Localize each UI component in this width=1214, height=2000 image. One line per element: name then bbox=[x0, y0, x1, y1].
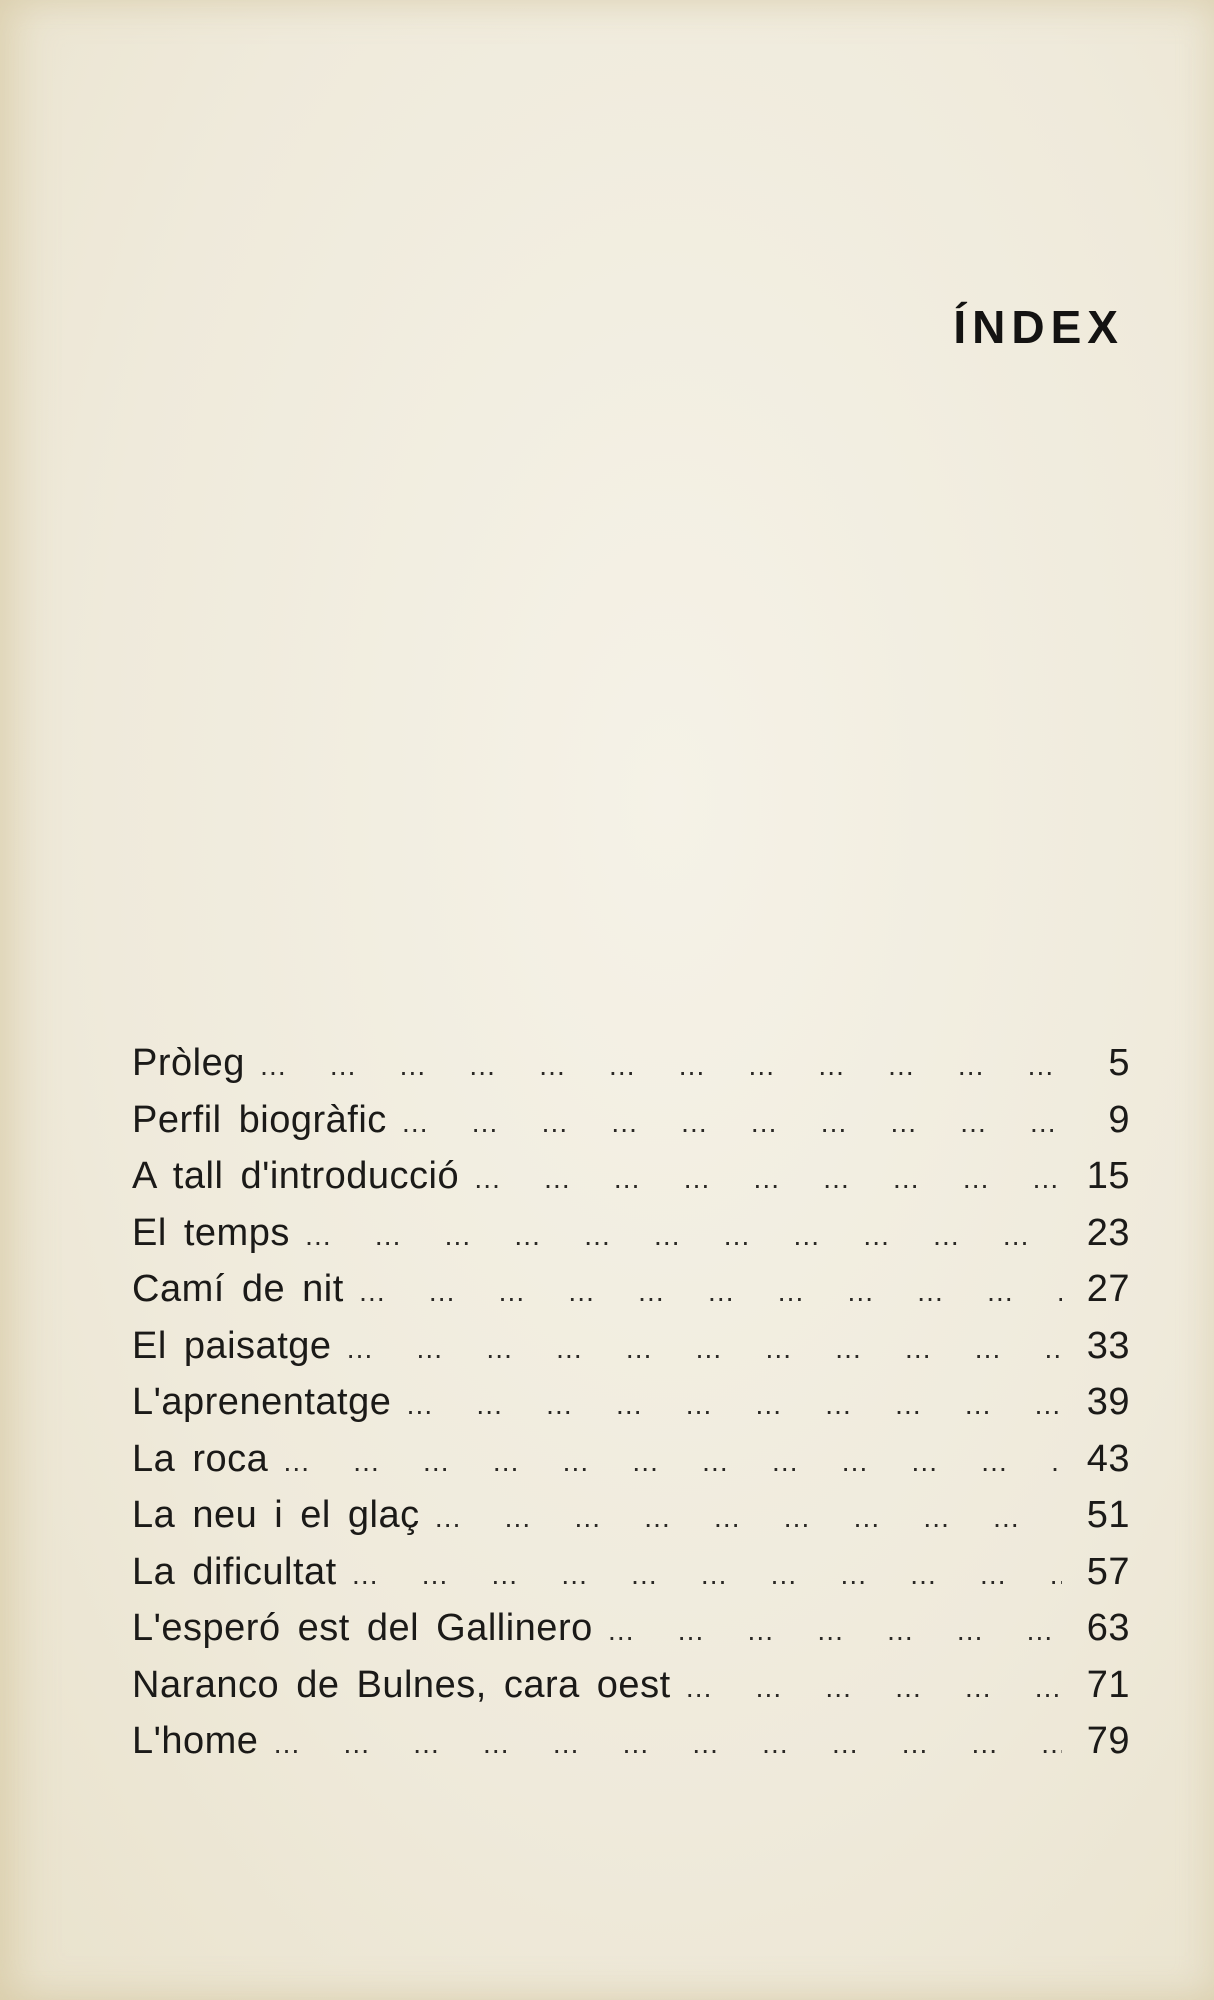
toc-entry-title: La roca bbox=[132, 1437, 269, 1480]
toc-entry-page: 5 bbox=[1108, 1042, 1130, 1084]
toc-leader-dots bbox=[346, 1321, 1062, 1378]
toc-entry-page: 23 bbox=[1086, 1211, 1130, 1254]
toc-leader-dots bbox=[434, 1490, 1062, 1547]
toc-leader-dots bbox=[351, 1547, 1062, 1604]
toc-entry bbox=[132, 1035, 1130, 1092]
toc-entry-title: A tall d'introducció bbox=[132, 1155, 460, 1197]
toc-entry-title: Perfil biogràfic bbox=[132, 1098, 387, 1141]
toc-entry-title: La dificultat bbox=[132, 1550, 337, 1593]
toc-leader-dots bbox=[304, 1208, 1062, 1265]
toc-entry bbox=[132, 1600, 1130, 1657]
toc-leader-dots bbox=[473, 1151, 1062, 1208]
index-heading: ÍNDEX bbox=[953, 301, 1124, 353]
toc-entry-page: 71 bbox=[1086, 1663, 1130, 1706]
toc-entry-page: 57 bbox=[1086, 1550, 1130, 1593]
toc-entry-title: El paisatge bbox=[132, 1324, 332, 1367]
toc-entry bbox=[132, 1261, 1130, 1318]
toc-entry bbox=[132, 1205, 1130, 1262]
toc-entry-page: 63 bbox=[1086, 1607, 1130, 1649]
toc-entry-page: 51 bbox=[1086, 1494, 1130, 1536]
toc-leader-dots bbox=[272, 1716, 1062, 1773]
toc-entry-page: 79 bbox=[1086, 1720, 1130, 1762]
toc-entry-title: L'esperó est del Gallinero bbox=[132, 1607, 593, 1649]
toc-leader-dots bbox=[405, 1377, 1062, 1434]
toc-entry bbox=[132, 1657, 1130, 1714]
toc-entry bbox=[132, 1544, 1130, 1601]
toc-leader-dots bbox=[259, 1038, 1062, 1095]
toc-entry-title: L'home bbox=[132, 1720, 259, 1762]
toc-entry-title: Naranco de Bulnes, cara oest bbox=[132, 1663, 671, 1706]
toc-entry bbox=[132, 1318, 1130, 1375]
toc-entry-page: 9 bbox=[1108, 1098, 1130, 1141]
toc-entry-title: L'aprenentatge bbox=[132, 1381, 392, 1423]
toc-entry bbox=[132, 1092, 1130, 1149]
toc-leader-dots bbox=[685, 1660, 1062, 1717]
toc-entry bbox=[132, 1148, 1130, 1205]
toc-entry-title: La neu i el glaç bbox=[132, 1494, 420, 1536]
toc-leader-dots bbox=[282, 1434, 1062, 1491]
toc-leader-dots bbox=[358, 1264, 1062, 1321]
toc-entry-title: Pròleg bbox=[132, 1042, 245, 1084]
toc-entry-page: 15 bbox=[1086, 1155, 1130, 1197]
toc-leader-dots bbox=[607, 1603, 1062, 1660]
toc-entry-page: 39 bbox=[1086, 1381, 1130, 1423]
toc-entry-page: 27 bbox=[1086, 1268, 1130, 1310]
toc-entry bbox=[132, 1431, 1130, 1488]
toc-entry bbox=[132, 1374, 1130, 1431]
toc-entry bbox=[132, 1487, 1130, 1544]
table-of-contents bbox=[132, 1035, 1130, 1770]
toc-entry-page: 43 bbox=[1086, 1437, 1130, 1480]
toc-leader-dots bbox=[401, 1095, 1062, 1152]
toc-entry-page: 33 bbox=[1086, 1324, 1130, 1367]
toc-entry-title: Camí de nit bbox=[132, 1268, 344, 1310]
toc-entry-title: El temps bbox=[132, 1211, 290, 1254]
toc-entry bbox=[132, 1713, 1130, 1770]
